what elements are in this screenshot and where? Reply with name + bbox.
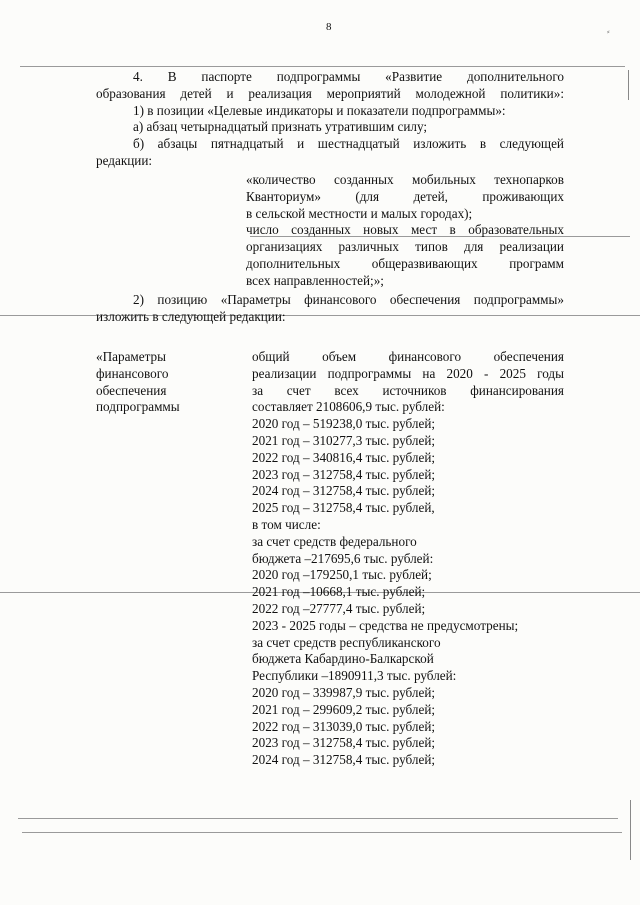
text-line: бюджета –217695,6 тыс. рублей: — [252, 550, 434, 566]
scan-line — [20, 66, 625, 67]
text-line: 2021 год – 299609,2 тыс. рублей; — [252, 701, 436, 717]
table-label-cell — [96, 349, 180, 416]
text-line: число созданных новых мест в образовательных — [246, 222, 564, 238]
text-line: всех направленностей;»; — [246, 272, 384, 288]
corner-mark: ⸗ — [607, 27, 610, 36]
text-line: подпрограммы — [96, 399, 180, 415]
text-line: 2021 год –10668,1 тыс. рублей; — [252, 584, 426, 600]
text-line: 2024 год – 312758,4 тыс. рублей; — [252, 483, 436, 499]
text-line: 1) в позиции «Целевые индикаторы и показатели подпрограммы»: — [133, 102, 506, 118]
text-line: редакции: — [96, 152, 153, 168]
scan-edge — [628, 70, 629, 100]
text-line: общий объем финансового обеспечения — [252, 349, 564, 364]
text-line: за счет средств республиканского — [252, 634, 441, 650]
text-line: 2023 - 2025 годы – средства не предусмотрены; — [252, 617, 519, 633]
text-line: Кванториум» (для детей, проживающих — [246, 188, 564, 204]
page-number: 8 — [326, 21, 332, 33]
text-line: за счет средств федерального — [252, 533, 417, 549]
text-line: обеспечения — [96, 382, 167, 398]
scan-line — [18, 818, 618, 819]
text-line: за счет всех источников финансирования — [252, 382, 564, 398]
text-line: 2020 год –179250,1 тыс. рублей; — [252, 567, 432, 583]
text-line: в сельской местности и малых городах); — [246, 205, 473, 221]
text-line: 2022 год –27777,4 тыс. рублей; — [252, 600, 426, 616]
text-line: б) абзацы пятнадцатый и шестнадцатый изложить в следующей — [133, 136, 564, 152]
text-line: 4. В паспорте подпрограммы «Развитие дополнительного — [133, 69, 564, 84]
text-line: составляет 2108606,9 тыс. рублей: — [252, 399, 445, 415]
text-line: Республики –1890911,3 тыс. рублей: — [252, 668, 457, 684]
scan-edge — [630, 800, 631, 860]
text-line: 2023 год – 312758,4 тыс. рублей; — [252, 466, 436, 482]
text-line: реализации подпрограммы на 2020 - 2025 годы — [252, 365, 564, 381]
text-line: «Параметры — [96, 349, 166, 364]
text-line: 2020 год – 519238,0 тыс. рублей; — [252, 416, 436, 432]
text-line: «количество созданных мобильных технопарков — [246, 172, 564, 187]
quoted-indicators — [246, 172, 564, 290]
scan-line — [22, 832, 622, 833]
text-line: 2024 год – 312758,4 тыс. рублей; — [252, 752, 436, 768]
text-line: организациях различных типов для реализации — [246, 239, 564, 255]
item-2-paragraph — [96, 292, 564, 326]
text-line: 2025 год – 312758,4 тыс. рублей, — [252, 500, 435, 516]
text-line: а) абзац четырнадцатый признать утратившим силу; — [133, 119, 428, 135]
text-line: 2020 год – 339987,9 тыс. рублей; — [252, 684, 436, 700]
section-4-paragraph — [96, 69, 564, 170]
text-line: 2021 год – 310277,3 тыс. рублей; — [252, 432, 436, 448]
text-line: в том числе: — [252, 516, 321, 532]
text-line: бюджета Кабардино-Балкарской — [252, 651, 434, 667]
text-line: образования детей и реализация мероприятий молодежной политики»: — [96, 85, 564, 101]
text-line: 2023 год – 312758,4 тыс. рублей; — [252, 735, 436, 751]
table-content-cell — [252, 349, 564, 769]
text-line: 2) позицию «Параметры финансового обеспечения подпрограммы» — [133, 292, 564, 307]
text-line: дополнительных общеразвивающих программ — [246, 255, 564, 271]
text-line: 2022 год – 340816,4 тыс. рублей; — [252, 449, 436, 465]
text-line: изложить в следующей редакции: — [96, 308, 286, 324]
text-line: финансового — [96, 365, 169, 381]
text-line: 2022 год – 313039,0 тыс. рублей; — [252, 718, 436, 734]
